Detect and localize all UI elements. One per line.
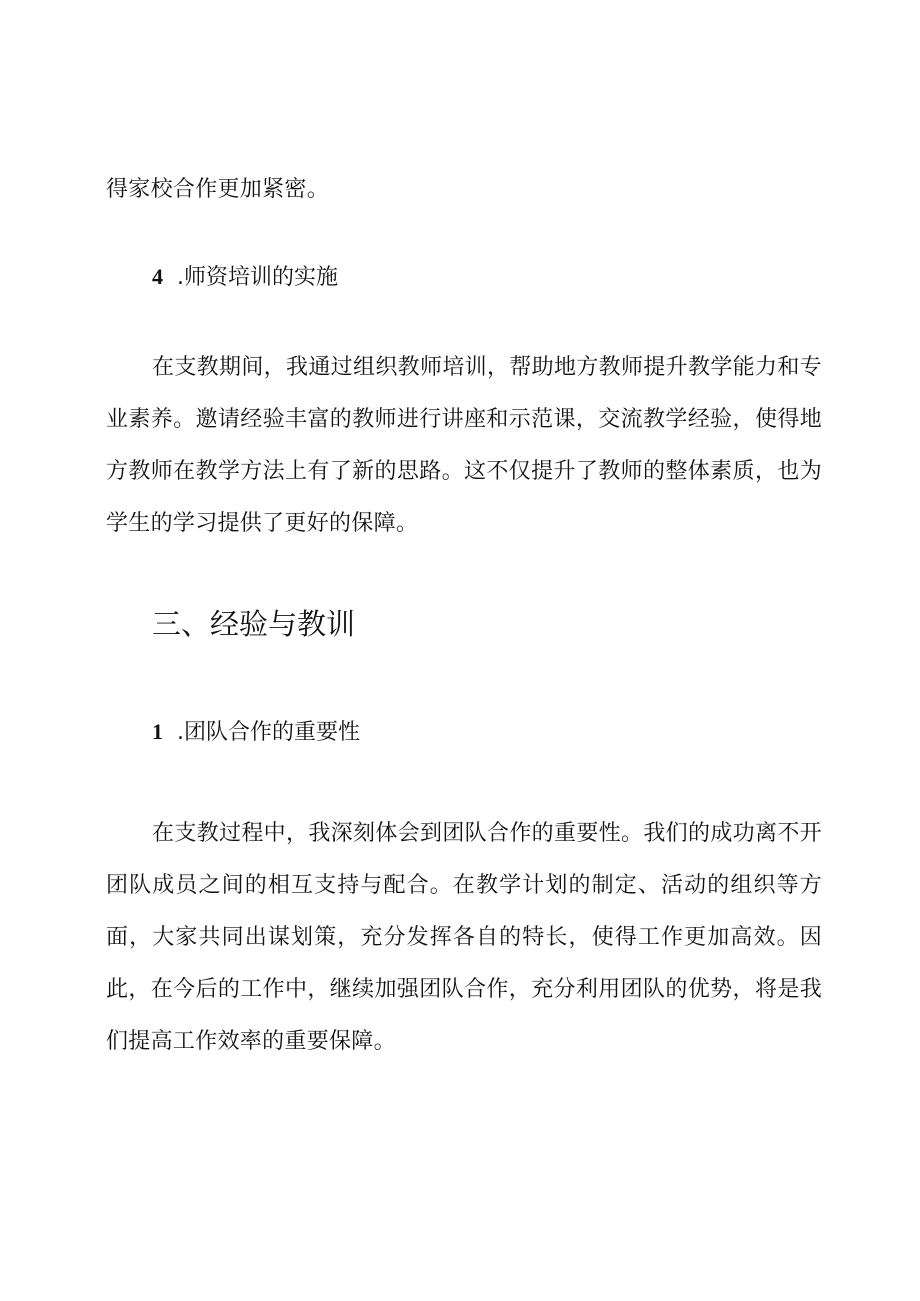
subsection-number: 4 [152,264,163,289]
continuation-paragraph: 得家校合作更加紧密。 [106,177,330,202]
section-heading-experience-lessons: 三、经验与教训 [152,607,356,641]
subsection-heading-teacher-training [152,262,338,293]
subsection-heading-teamwork [152,717,360,748]
paragraph-teamwork: 在支教过程中，我深刻体会到团队合作的重要性。我们的成功离不开团队成员之间的相互支持与配合。在教学计划的制定、活动的组织等方面，大家共同出谋划策，充分发挥各自的特长，使得工作更加高效。因此，在今后的工作中，继续加强团队合作，充分利用团队的优势，将是我们提高工作效率的重要保障。 [106,821,822,1054]
subsection-title: .团队合作的重要性 [177,720,360,745]
subsection-title: .师资培训的实施 [177,265,338,290]
paragraph-teacher-training: 在支教期间，我通过组织教师培训，帮助地方教师提升教学能力和专业素养。邀请经验丰富的教师进行讲座和示范课，交流教学经验，使得地方教师在教学方法上有了新的思路。这不仅提升了教师的整体素质，也为学生的学习提供了更好的保障。 [106,355,822,536]
subsection-number: 1 [152,719,163,744]
